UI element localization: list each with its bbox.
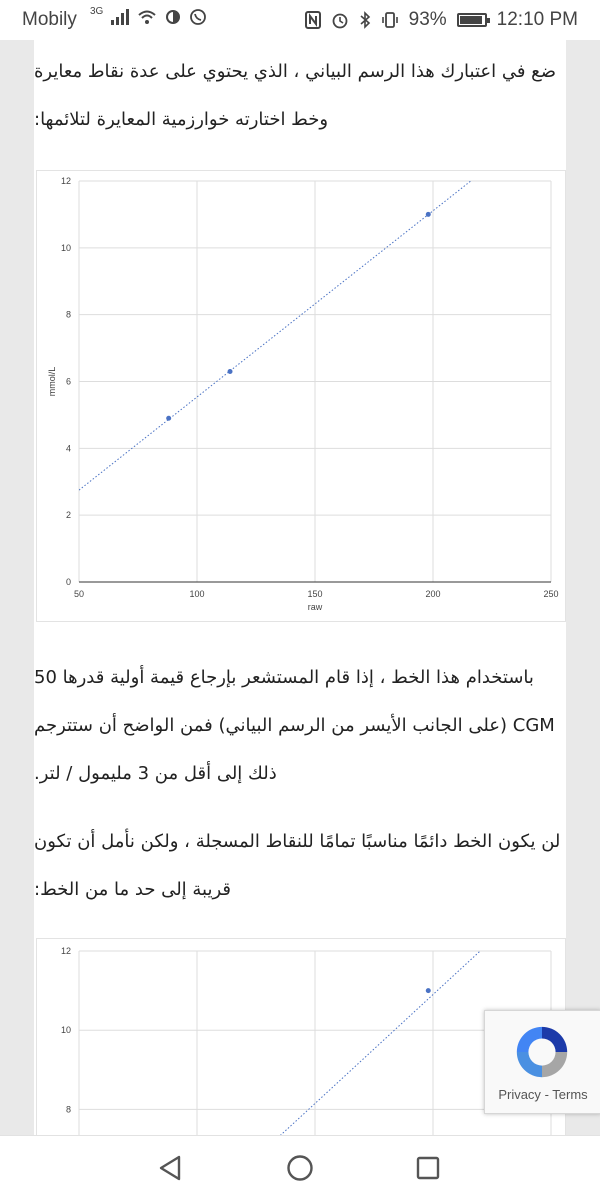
y-tick-label: 6 <box>65 376 71 387</box>
data-point <box>228 369 233 374</box>
data-saver-icon <box>165 9 181 25</box>
data-point <box>166 416 171 421</box>
y-tick-label: 12 <box>60 946 71 956</box>
back-triangle-icon <box>157 1154 183 1182</box>
privacy-link[interactable]: Privacy <box>498 1087 541 1102</box>
recents-square-icon <box>415 1155 441 1181</box>
wifi-icon <box>137 9 157 25</box>
x-tick-label: 200 <box>425 589 441 599</box>
recents-button[interactable] <box>410 1150 446 1186</box>
network-type: 3G <box>90 5 104 17</box>
paragraph-3: لن يكون الخط دائمًا مناسبًا تمامًا للنقاط المسجلة ، ولكن نأمل أن تكون قريبة إلى حد ما من الخط: <box>34 831 561 900</box>
x-tick-label: 150 <box>307 589 323 599</box>
fit-line <box>244 951 480 1135</box>
bluetooth-icon <box>359 11 371 29</box>
calibration-chart-1 <box>36 170 566 622</box>
links-separator: - <box>544 1087 549 1102</box>
y-tick-label: 10 <box>60 242 71 253</box>
battery-percent: 93% <box>408 9 447 30</box>
clock: 12:10 PM <box>496 9 578 30</box>
y-tick-label: 12 <box>60 176 71 186</box>
data-point <box>426 212 431 217</box>
y-tick-label: 10 <box>60 1025 71 1036</box>
whatsapp-icon <box>189 8 207 26</box>
signal-icon <box>111 9 129 25</box>
paragraph-2: باستخدام هذا الخط ، إذا قام المستشعر بإرجاع قيمة أولية قدرها 50 CGM (على الجانب الأيسر من الرسم البياني) فمن الواضح أن ستترجم ذلك إلى أقل من 3 مليمول / لتر. <box>34 667 555 784</box>
home-button[interactable] <box>282 1150 318 1186</box>
y-tick-label: 8 <box>65 309 71 320</box>
y-tick-label: 4 <box>65 443 71 454</box>
x-tick-label: 250 <box>543 589 559 599</box>
y-tick-label: 2 <box>65 510 71 521</box>
fit-line <box>79 181 471 490</box>
data-point <box>426 988 431 993</box>
home-circle-icon <box>286 1154 314 1182</box>
y-tick-label: 8 <box>65 1104 71 1115</box>
y-axis-label: mmol/L <box>47 366 57 397</box>
y-tick-label: 0 <box>65 577 71 587</box>
x-axis-label: raw <box>307 602 323 612</box>
article-content <box>34 40 566 1135</box>
carrier-name: Mobily <box>22 9 77 30</box>
alarm-icon <box>331 11 349 29</box>
battery-icon <box>457 13 487 27</box>
chart-1-svg <box>37 171 565 621</box>
status-bar <box>0 0 600 40</box>
nfc-icon <box>305 11 321 29</box>
vibrate-icon <box>381 11 399 29</box>
recaptcha-logo-icon <box>511 1021 573 1083</box>
navigation-bar <box>0 1135 600 1201</box>
back-button[interactable] <box>152 1150 188 1186</box>
terms-link[interactable]: Terms <box>552 1087 588 1102</box>
paragraph-1: ضع في اعتبارك هذا الرسم البياني ، الذي يحتوي على عدة نقاط معايرة وخط اختارته خوارزمية المعايرة لتلائمها: <box>34 61 557 130</box>
recaptcha-badge[interactable] <box>484 1010 600 1114</box>
x-tick-label: 50 <box>73 589 85 599</box>
x-tick-label: 100 <box>189 589 205 599</box>
